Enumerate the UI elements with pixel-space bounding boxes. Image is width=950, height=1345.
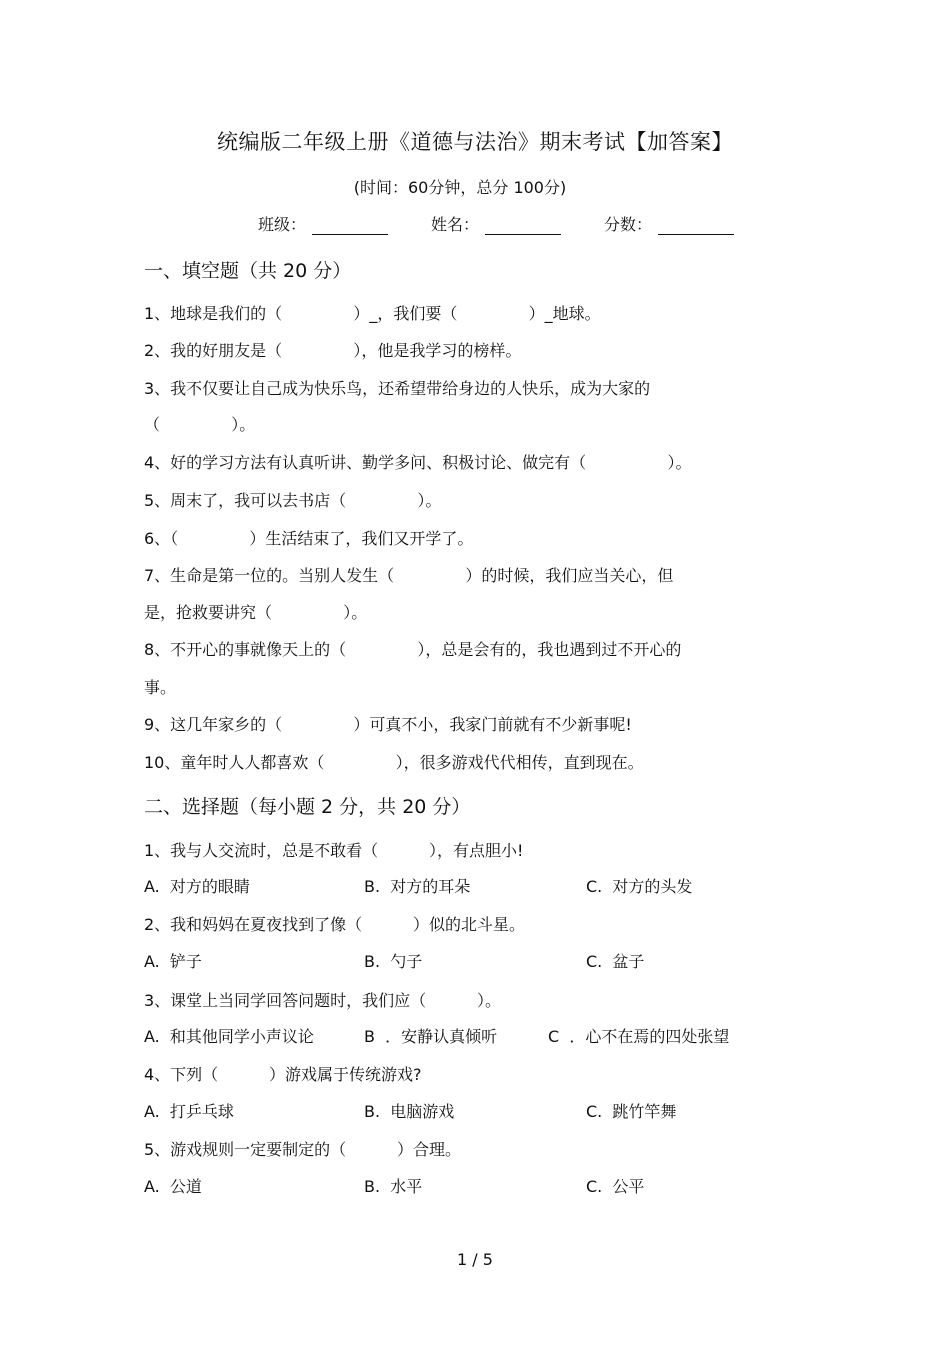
fill-question-line: 1、地球是我们的（ ）_，我们要（ ）_地球。 bbox=[144, 304, 601, 323]
fill-question-line: 9、这几年家乡的（ ）可真不小，我家门前就有不少新事呢! bbox=[144, 715, 632, 734]
fill-question-line: 事。 bbox=[144, 678, 177, 697]
choice-options bbox=[144, 1174, 844, 1198]
fill-question-line: （ ）。 bbox=[144, 415, 256, 434]
exam-title: 统编版二年级上册《道德与法治》期末考试【加答案】 bbox=[217, 130, 733, 154]
exam-subtitle: (时间：60分钟，总分 100分) bbox=[353, 178, 567, 197]
fill-question-line: 是，抢救要讲究（ ）。 bbox=[144, 603, 368, 622]
name-field bbox=[431, 212, 561, 235]
option-c: C. 对方的头发 bbox=[586, 877, 693, 896]
fill-question-line: 3、我不仅要让自己成为快乐鸟，还希望带给身边的人快乐，成为大家的 bbox=[144, 379, 651, 398]
option-b: B. 水平 bbox=[364, 1177, 423, 1196]
fill-question-line: 6、（ ）生活结束了，我们又开学了。 bbox=[144, 529, 474, 548]
name-blank bbox=[485, 215, 561, 235]
page-number: 1 / 5 bbox=[457, 1250, 493, 1269]
fill-question-line: 4、好的学习方法有认真听讲、勤学多问、积极讨论、做完有（ ）。 bbox=[144, 453, 692, 472]
choice-question: 1、我与人交流时，总是不敢看（ ），有点胆小! bbox=[144, 841, 524, 860]
choice-question: 3、课堂上当同学回答问题时，我们应（ ）。 bbox=[144, 991, 502, 1010]
score-blank bbox=[658, 215, 734, 235]
student-info-fields bbox=[0, 212, 950, 238]
choice-question: 5、游戏规则一定要制定的（ ）合理。 bbox=[144, 1140, 462, 1159]
option-a: A. 铲子 bbox=[144, 952, 202, 971]
fill-question-line: 10、童年时人人都喜欢（ ），很多游戏代代相传，直到现在。 bbox=[144, 753, 644, 772]
choice-question: 4、下列（ ）游戏属于传统游戏? bbox=[144, 1065, 422, 1084]
option-b: B. 勺子 bbox=[364, 952, 423, 971]
option-a: A. 公道 bbox=[144, 1177, 202, 1196]
option-b: B. 电脑游戏 bbox=[364, 1102, 455, 1121]
option-c: C. 跳竹竿舞 bbox=[586, 1102, 677, 1121]
choice-options bbox=[144, 874, 844, 898]
choice-options bbox=[144, 1024, 844, 1048]
option-a: A. 对方的眼睛 bbox=[144, 877, 250, 896]
fill-question-line: 7、生命是第一位的。当别人发生（ ）的时候，我们应当关心，但 bbox=[144, 566, 674, 585]
option-a: A. 和其他同学小声议论 bbox=[144, 1027, 314, 1046]
option-b: B ．安静认真倾听 bbox=[364, 1027, 498, 1046]
option-b: B. 对方的耳朵 bbox=[364, 877, 471, 896]
choice-options bbox=[144, 949, 844, 973]
name-label: 姓名： bbox=[431, 215, 480, 234]
fill-question-line: 5、周末了，我可以去书店（ ）。 bbox=[144, 491, 442, 510]
section-fill-blank-heading: 一、填空题（共 20 分） bbox=[144, 260, 352, 282]
fill-question-line: 8、不开心的事就像天上的（ ），总是会有的，我也遇到过不开心的 bbox=[144, 640, 682, 659]
option-a: A. 打乒乓球 bbox=[144, 1102, 234, 1121]
option-c: C ．心不在焉的四处张望 bbox=[548, 1027, 730, 1046]
fill-question-line: 2、我的好朋友是（ ），他是我学习的榜样。 bbox=[144, 341, 522, 360]
option-c: C. 盆子 bbox=[586, 952, 645, 971]
score-field bbox=[604, 212, 734, 235]
score-label: 分数： bbox=[604, 215, 653, 234]
choice-options bbox=[144, 1099, 844, 1123]
class-label: 班级： bbox=[258, 215, 307, 234]
class-field bbox=[258, 212, 388, 235]
option-c: C. 公平 bbox=[586, 1177, 645, 1196]
section-choice-heading: 二、选择题（每小题 2 分，共 20 分） bbox=[144, 796, 471, 818]
choice-question: 2、我和妈妈在夏夜找到了像（ ）似的北斗星。 bbox=[144, 915, 526, 934]
class-blank bbox=[312, 215, 388, 235]
